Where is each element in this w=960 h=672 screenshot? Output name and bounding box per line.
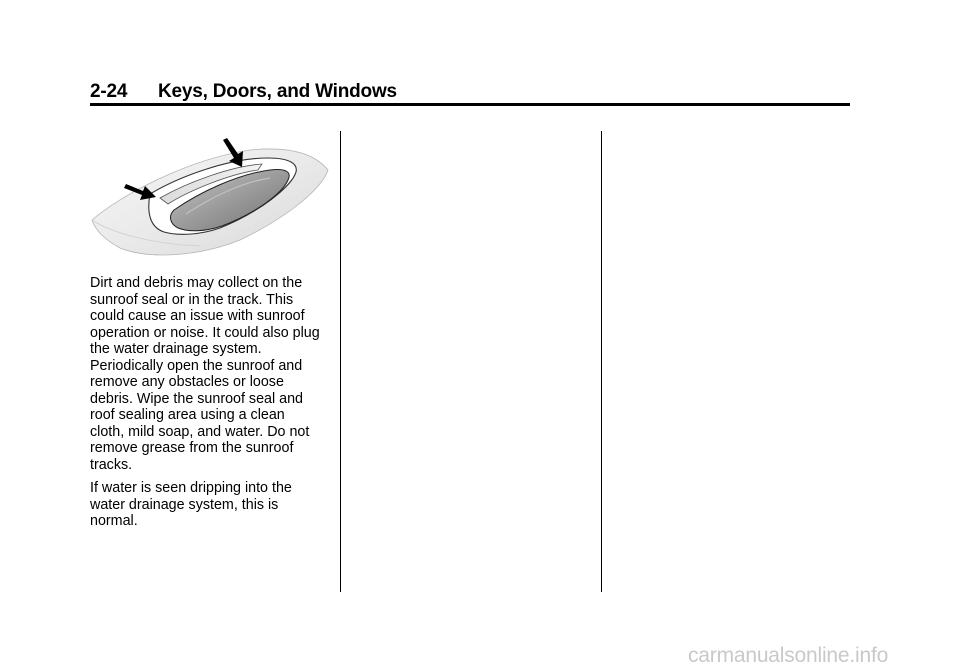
text-line: normal. (90, 513, 138, 529)
paragraph-drainage (90, 480, 338, 530)
watermark: carmanualsonline.info (688, 644, 889, 667)
page-header (90, 81, 850, 105)
sunroof-illustration (90, 136, 330, 260)
text-line: If water is seen dripping into the (90, 480, 292, 496)
text-line: roof sealing area using a clean (90, 407, 285, 423)
body-text (90, 275, 338, 537)
text-line: remove any obstacles or loose (90, 374, 284, 390)
paragraph-maintenance (90, 275, 338, 473)
column-divider-right (601, 131, 602, 592)
text-line: the water drainage system. (90, 341, 262, 357)
header-rule (90, 103, 850, 106)
page-number: 2-24 (90, 81, 128, 102)
text-line: operation or noise. It could also plug (90, 324, 320, 341)
text-line: could cause an issue with sunroof (90, 308, 305, 324)
text-line: debris. Wipe the sunroof seal and (90, 390, 303, 407)
text-line: Periodically open the sunroof and (90, 357, 303, 374)
text-line: tracks. (90, 456, 133, 473)
section-title: Keys, Doors, and Windows (158, 81, 397, 102)
text-line: water drainage system, this is (90, 496, 279, 513)
text-line: sunroof seal or in the track. This (90, 291, 294, 308)
text-line: remove grease from the sunroof (90, 440, 294, 456)
text-line: Dirt and debris may collect on the (90, 275, 303, 291)
column-divider-left (340, 131, 341, 592)
text-line: cloth, mild soap, and water. Do not (90, 423, 310, 440)
